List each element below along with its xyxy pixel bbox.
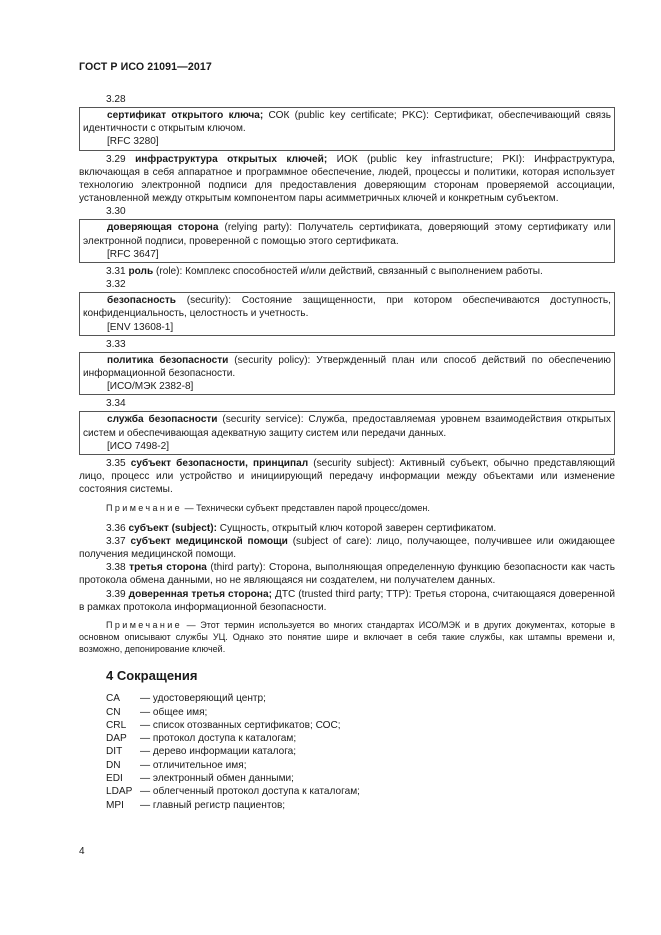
definition-term: служба безопасности (107, 414, 218, 426)
definition-term: субъект медицинской помощи (130, 535, 288, 547)
list-item (106, 719, 615, 732)
definition-number: 3.39 (106, 588, 126, 600)
definition-term: инфраструктура открытых ключей; (135, 153, 328, 165)
definition-box (79, 219, 615, 263)
definition-text (83, 354, 611, 380)
page-number: 4 (79, 846, 85, 857)
list-item (106, 706, 615, 719)
definition-body: СОК (public key certificate; PKC): Сертификат, обеспечивающий связь идентичности с открытым ключом. (83, 110, 611, 135)
definition-text (83, 413, 611, 439)
definition-text (79, 588, 615, 614)
definition-term: роль (128, 266, 154, 278)
definition-number: 3.33 (106, 338, 126, 350)
abbreviation: CRL (106, 719, 127, 731)
definition-term: политика безопасности (107, 354, 229, 366)
definition-term: безопасность (107, 295, 176, 307)
document-header: ГОСТ Р ИСО 21091—2017 (79, 61, 212, 73)
definition-number: 3.32 (106, 279, 126, 291)
abbreviation: MPI (106, 799, 124, 811)
definition-term: третья сторона (129, 562, 207, 574)
definition-text (79, 561, 615, 587)
abbreviation-description: — протокол доступа к каталогам; (140, 733, 297, 745)
definition-box (79, 107, 615, 151)
abbreviation-description: — главный регистр пациентов; (140, 799, 286, 811)
abbreviation: EDI (106, 773, 123, 785)
definition-text (83, 221, 611, 247)
document-body (79, 93, 615, 812)
definition-box (79, 411, 615, 455)
abbreviation-list (79, 692, 615, 812)
note (79, 619, 615, 655)
list-item (106, 772, 615, 785)
definition-body: Сущность, открытый ключ которой заверен сертификатом. (217, 522, 497, 534)
definition-box (79, 352, 615, 396)
section-title: 4 Сокращения (106, 668, 198, 684)
definition-number: 3.36 (106, 522, 126, 534)
definition-number: 3.37 (106, 535, 126, 547)
note-label: Примечание (106, 620, 183, 631)
abbreviation-description: — электронный обмен данными; (140, 773, 294, 785)
definition-box (79, 292, 615, 336)
definition-body: (security policy): Утвержденный план или способ действий по обеспечению информационной безопасности. (83, 354, 611, 380)
note (79, 502, 615, 514)
list-item (106, 692, 615, 705)
definition-number: 3.28 (106, 94, 126, 105)
definition-number: 3.29 (106, 153, 126, 165)
definition-number: 3.34 (106, 398, 126, 410)
definition-text (79, 535, 615, 561)
definition-body: ИОК (public key infrastructure; PKI): Инфраструктура, включающая в себя аппаратное и программное обеспечение, людей, процессы и политики, которая использует технологию электронной подписи для предоставления доверяющим сторонам проверяемой ассоциации, установленной между открытым компонентом пары асимметричных ключей и конкретным субъектом. (79, 153, 615, 205)
note-label: Примечание (106, 502, 183, 513)
definition-body: (security): Состояние защищенности, при котором обеспечиваются доступность, конфиденциальность, целостность и учетность. (83, 295, 611, 320)
abbreviation: LDAP (106, 786, 133, 798)
list-item (106, 732, 615, 745)
definition-body: (security service): Служба, предоставляемая уровнем взаимодействия открытых систем и обеспечивающая адекватную защиту систем или передачи данных. (83, 414, 611, 439)
definition-body: (security subject): Активный субъект, обычно представляющий лицо, процесс или устройство и инициирующий передачу информации между объектами или изменение состояния системы. (79, 458, 615, 496)
list-item (106, 799, 615, 812)
abbreviation-description: — список отозванных сертификатов; СОС; (140, 719, 341, 731)
definition-body: (third party): Сторона, выполняющая определенную функцию безопасности как часть протокола обмена данными, но не являющаяся ни создателем, ни получателем данных. (79, 562, 615, 587)
definition-number: 3.35 (106, 458, 126, 470)
abbreviation-description: — общее имя; (140, 706, 208, 718)
definition-body: (role): Комплекс способностей и/или действий, связанный с выполнением работы. (153, 266, 543, 278)
definition-number: 3.38 (106, 562, 126, 574)
abbreviation-description: — отличительное имя; (140, 759, 247, 771)
note-text: — Этот термин используется во многих стандартах ИСО/МЭК и в других документах, которые в основном описывают службы УЦ. Однако это понятие шире и включает в себя такие службы, как штампы времени и, возможно, депонирование ключей. (79, 620, 615, 655)
definition-term: субъект безопасности, принципал (130, 458, 309, 470)
definition-term: доверяющая сторона (107, 222, 219, 234)
definition-term: сертификат открытого ключа; (107, 110, 264, 121)
definition-text (83, 109, 611, 135)
definition-source: [RFC 3647] (107, 248, 159, 260)
note-text: — Технически субъект представлен парой процесс/домен. (182, 502, 430, 513)
definition-source: [ИСО/МЭК 2382-8] (107, 381, 194, 393)
abbreviation: DN (106, 759, 121, 771)
abbreviation-description: — удостоверяющий центр; (140, 693, 266, 705)
definition-text (79, 153, 615, 206)
list-item (106, 759, 615, 772)
definition-text (79, 457, 615, 497)
abbreviation: CN (106, 706, 121, 718)
definition-source: [ИСО 7498-2] (107, 440, 170, 452)
definition-source: [RFC 3280] (107, 136, 159, 148)
abbreviation-description: — облегченный протокол доступа к каталогам; (140, 786, 360, 798)
definition-source: [ENV 13608-1] (107, 321, 174, 333)
definition-term: субъект (subject): (128, 522, 217, 534)
abbreviation-description: — дерево информации каталога; (140, 746, 297, 758)
definition-text (79, 265, 615, 278)
abbreviation: DAP (106, 733, 127, 745)
definition-body: ДТС (trusted third party; TTP): Третья сторона, считающаяся доверенной в рамках протокола информационной безопасности. (79, 588, 615, 613)
definition-body: (relying party): Получатель сертификата, доверяющий этому сертификату или электронной подписи, проверенной с помощью этого сертификата. (83, 222, 611, 247)
list-item (106, 785, 615, 798)
abbreviation: CA (106, 693, 121, 705)
definition-term: доверенная третья сторона; (128, 588, 272, 600)
definition-number: 3.30 (106, 206, 126, 218)
list-item (106, 745, 615, 758)
definition-text (83, 294, 611, 320)
definition-body: (subject of care): лицо, получающее, получившее или ожидающее получения медицинской помощи. (79, 535, 615, 561)
abbreviation: DIT (106, 746, 123, 758)
definition-number: 3.31 (106, 266, 126, 278)
definition-text (79, 522, 615, 535)
